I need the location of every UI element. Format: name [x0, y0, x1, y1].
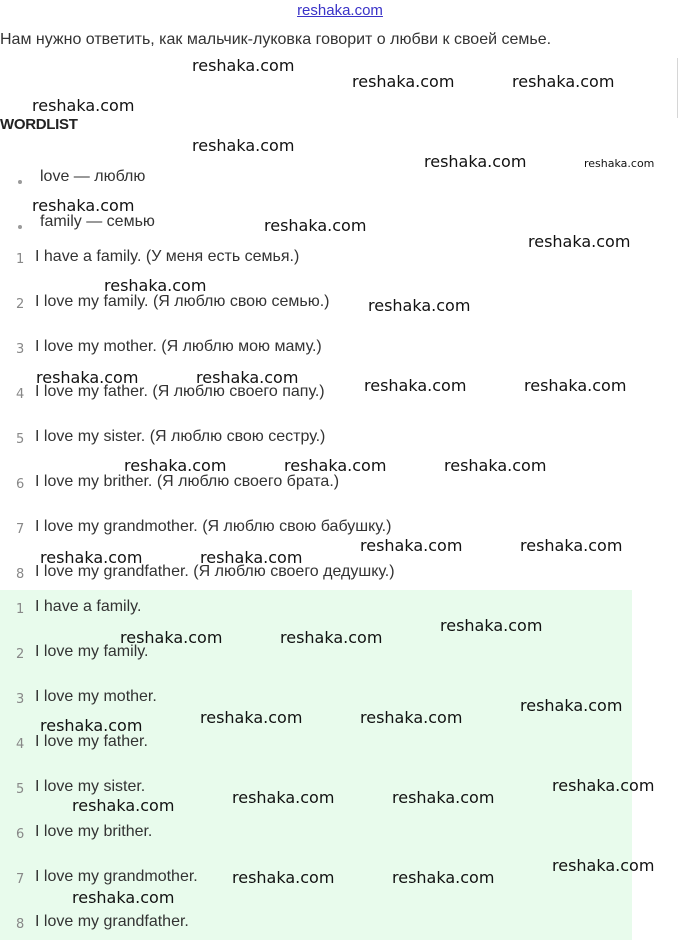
- line-number: 4: [16, 737, 25, 752]
- watermark: reshaka.com: [36, 368, 139, 387]
- watermark: reshaka.com: [264, 216, 367, 235]
- watermark: reshaka.com: [364, 376, 467, 395]
- watermark: reshaka.com: [232, 868, 335, 887]
- watermark: reshaka.com: [72, 888, 175, 907]
- translation-line: I love my mother. (Я люблю мою маму.): [35, 338, 322, 355]
- line-number: 3: [16, 692, 25, 707]
- answer-line: I love my mother.: [35, 688, 157, 705]
- watermark: reshaka.com: [120, 628, 223, 647]
- watermark: reshaka.com: [424, 152, 527, 171]
- intro-text: Нам нужно ответить, как мальчик-луковка говорит о любви к своей семье.: [0, 31, 552, 48]
- line-number: 2: [16, 647, 25, 662]
- watermark: reshaka.com: [392, 788, 495, 807]
- watermark: reshaka.com: [192, 56, 295, 75]
- watermark: reshaka.com: [104, 276, 207, 295]
- watermark: reshaka.com: [192, 136, 295, 155]
- answer-line: I love my family.: [35, 643, 149, 660]
- watermark: reshaka.com: [552, 776, 655, 795]
- translation-line: I love my brither. (Я люблю своего брата.): [35, 473, 340, 490]
- watermark: reshaka.com: [72, 796, 175, 815]
- watermark: reshaka.com: [368, 296, 471, 315]
- watermark: reshaka.com: [32, 196, 135, 215]
- line-number: 3: [16, 342, 25, 357]
- watermark: reshaka.com: [524, 376, 627, 395]
- watermark: reshaka.com: [124, 456, 227, 475]
- watermark: reshaka.com: [352, 72, 455, 91]
- answer-line: I love my grandmother.: [35, 868, 198, 885]
- watermark: reshaka.com: [520, 536, 623, 555]
- site-link[interactable]: reshaka.com: [297, 2, 383, 19]
- watermark: reshaka.com: [40, 716, 143, 735]
- watermark: reshaka.com: [552, 856, 655, 875]
- watermark: reshaka.com: [200, 708, 303, 727]
- answer-line: I love my father.: [35, 733, 148, 750]
- translation-line: I love my family. (Я люблю свою семью.): [35, 293, 330, 310]
- answer-line: I have a family.: [35, 598, 142, 615]
- watermark: reshaka.com: [232, 788, 335, 807]
- bullet-icon: [18, 225, 22, 229]
- watermark: reshaka.com: [360, 708, 463, 727]
- line-number: 2: [16, 297, 25, 312]
- watermark: reshaka.com: [40, 548, 143, 567]
- line-number: 6: [16, 477, 25, 492]
- wordlist-item: love — люблю: [40, 168, 146, 185]
- watermark: reshaka.com: [584, 157, 655, 170]
- translation-line: I love my grandfather. (Я люблю своего дедушку.): [35, 563, 395, 580]
- line-number: 7: [16, 522, 25, 537]
- line-number: 1: [16, 602, 25, 617]
- scrollbar-divider: [677, 58, 678, 118]
- line-number: 8: [16, 567, 25, 582]
- line-number: 7: [16, 872, 25, 887]
- line-number: 6: [16, 827, 25, 842]
- watermark: reshaka.com: [32, 96, 135, 115]
- answer-line: I love my grandfather.: [35, 913, 189, 930]
- watermark: reshaka.com: [512, 72, 615, 91]
- watermark: reshaka.com: [444, 456, 547, 475]
- line-number: 5: [16, 782, 25, 797]
- watermark: reshaka.com: [440, 616, 543, 635]
- watermark: reshaka.com: [528, 232, 631, 251]
- watermark: reshaka.com: [520, 696, 623, 715]
- wordlist-item: family — семью: [40, 213, 155, 230]
- translation-line: I love my grandmother. (Я люблю свою бабушку.): [35, 518, 392, 535]
- line-number: 5: [16, 432, 25, 447]
- line-number: 1: [16, 252, 25, 267]
- bullet-icon: [18, 180, 22, 184]
- watermark: reshaka.com: [392, 868, 495, 887]
- line-number: 4: [16, 387, 25, 402]
- watermark: reshaka.com: [360, 536, 463, 555]
- wordlist-title: WORDLIST: [0, 116, 78, 133]
- answer-line: I love my sister.: [35, 778, 146, 795]
- line-number: 8: [16, 917, 25, 932]
- translation-line: I love my sister. (Я люблю свою сестру.): [35, 428, 326, 445]
- watermark: reshaka.com: [200, 548, 303, 567]
- translation-line: I love my father. (Я люблю своего папу.): [35, 383, 325, 400]
- watermark: reshaka.com: [196, 368, 299, 387]
- watermark: reshaka.com: [280, 628, 383, 647]
- translation-line: I have a family. (У меня есть семья.): [35, 248, 300, 265]
- watermark: reshaka.com: [284, 456, 387, 475]
- answer-line: I love my brither.: [35, 823, 153, 840]
